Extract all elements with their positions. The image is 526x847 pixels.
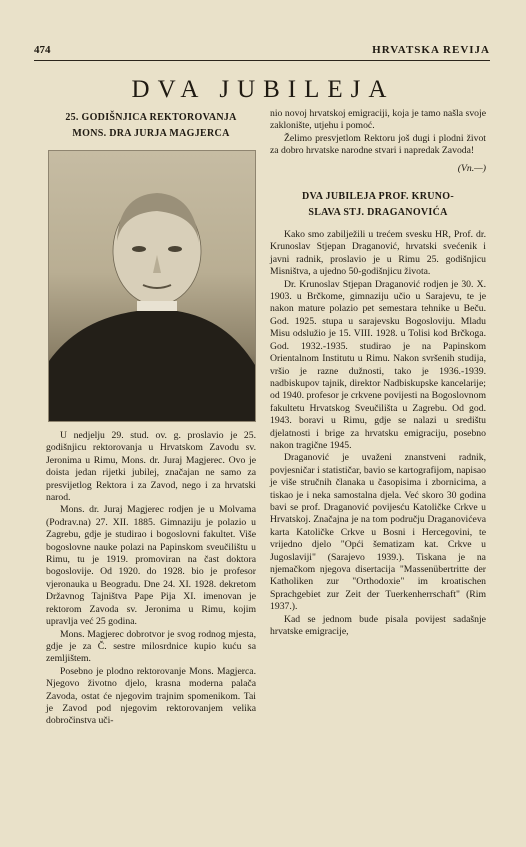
article-title: DVA JUBILEJA (131, 76, 395, 103)
paragraph: Dr. Krunoslav Stjepan Draganović rodjen je 30. X. 1903. u Brčkome, gimnaziju učio u Sarajevu, te je nakon mature polazio pet semestara tehnike u Beču. God. 1925. stupa u sarajevsku Bogosloviju. Mladu Misu odslužio je 15. VIII. 1928. u Tolisi kod Brčkoga. God. 1932.-1935. studirao je na Papinskom Orientalnom Institutu u Rimu. Nakon svršenih studija, vršio je razne dužnosti, tako je 1936.-1939. nadbiskupov tajnik, direktor Nadbiskupske kancelarije; od 1940. profesor je crkvene povijesti na Bogoslovnom fakultetu Hrvatskog Sveučilišta u Zagrebu. Od god. 1943. boravi u Rimu, gdje se nalazi u središtu djelatnosti i brige za hrvatsku emigraciju, posebno nakon tragične 1945. (270, 278, 486, 451)
right-subheading: DVA JUBILEJA PROF. KRUNO- SLAVA STJ. DRAGANOVIĆA (302, 191, 454, 219)
author-signature: (Vn.—) (457, 162, 486, 174)
paragraph: Kako smo zabilježili u trećem svesku HR, Prof. dr. Krunoslav Stjepan Draganović, hrvatski svećenik i javni radnik, proslavio je u Rimu 25. godišnjicu Misništva, a ujedno 50-godišnjicu života. (270, 229, 486, 278)
paragraph: Kad se jednom bude pisala povijest sadašnje hrvatske emigracije, (270, 613, 486, 638)
paragraph: Posebno je plodno rektorovanje Mons. Magjerca. Njegovo životno djelo, krasna moderna palača Zavoda, ostat će njegovim trajnim spomenikom. Tai je Zavod pod njegovim rektorovanjem velika dobročinstva uči- (46, 665, 256, 727)
paragraph: Draganović je uvaženi znanstveni radnik, povjesničar i statističar, bavio se kartografijom, napisao je više stručnih članaka u časopisima i zbornicima, a tiskao je i neka samostalna djela. Već skoro 30 godina bavi se prof. Draganović povijesću Katoličke Crkve u Hrvatskoj. Značajna je na tom području Draganovićeva karta Katoličke Crkve u Bosni i Hercegovini, te vrijedno djelo "Opći šematizam kat. Crkve u Jugoslaviji" (Sarajevo 1939.). Tiskana je na njemačkom njegova disertacija "Massenübertritte der Katholiken zur "Orthodoxie" im kroatischen Sprachgebiet zur Zeit der Tuerkenherrschaft" (Rim 1937.). (270, 452, 486, 613)
running-header (34, 44, 490, 60)
left-column (46, 110, 256, 728)
right-column (270, 108, 486, 638)
paragraph: Želimo presvjetlom Rektoru još dugi i plodni život za dobro hrvatske narodne stvari i napredak Zavoda! (270, 132, 486, 157)
journal-title: HRVATSKA REVIJA (372, 44, 490, 56)
header-rule (34, 60, 490, 61)
paragraph: nio novoj hrvatskoj emigraciji, koja je tamo našla svoje zaklonište, utjehu i pomoć. (270, 108, 486, 132)
paragraph: U nedjelju 29. stud. ov. g. proslavio je 25. godišnjicu rektorovanja u Hrvatskom Zavodu sv. Jeronima u Rimu, Mons. dr. Juraj Magjerec. Ovo je doista jedan rijetki jubilej, značajan ne samo za presvijetlog Rektora i za Zavod, nego i za hrvatski narod. (46, 430, 256, 504)
portrait-photo (48, 150, 256, 422)
portrait-figure (49, 151, 255, 421)
paragraph: Mons. dr. Juraj Magjerec rodjen je u Molvama (Podrav.na) 27. XII. 1885. Gimnaziju je polazio u Zagrebu, gdje je studirao i bogoslovni fakultet. Više bogoslovne nauke polazi na Papinskom sveučilištu u Rimu, tu je 1919. promoviran na čast doktora bogoslovije. Od 1920. do 1928. bio je profesor vjeronauka u Beogradu. Dne 24. XI. 1928. dekretom Državnog Tajništva Pape Pija XI. imenovan je rektorom Zavoda sv. Jeronima u Rimu, kojim upravlja već 25 godina. (46, 504, 256, 628)
paragraph: Mons. Magjerec dobrotvor je svog rodnog mjesta, gdje je za Č. sestre milosrdnice kupio kuću sa zemljištem. (46, 628, 256, 665)
left-subheading: 25. GODIŠNJICA REKTOROVANJA MONS. DRA JURJA MAGJERCA (65, 112, 237, 139)
page-number: 474 (34, 44, 51, 56)
